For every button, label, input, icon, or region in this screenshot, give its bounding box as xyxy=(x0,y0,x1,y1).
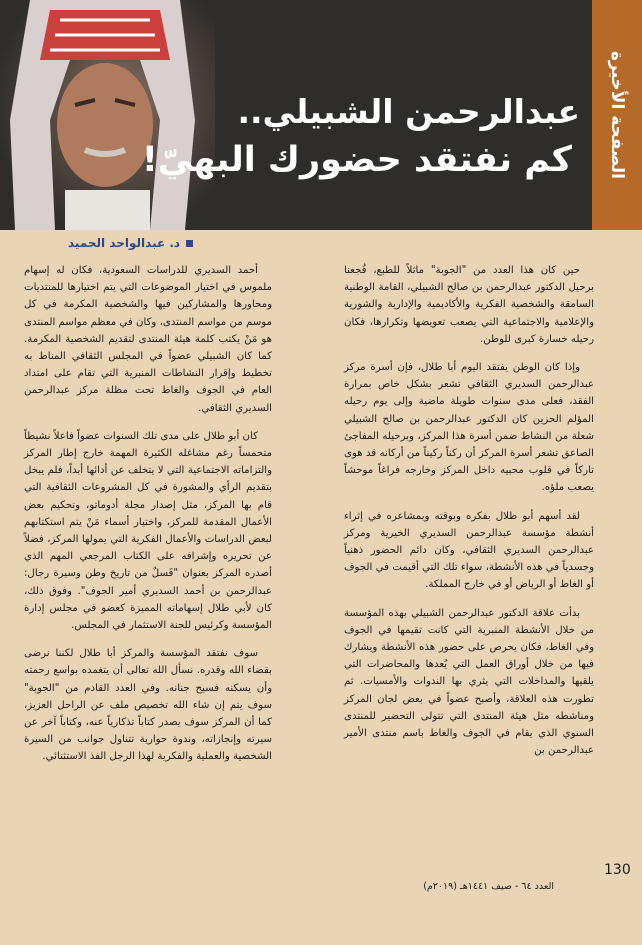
article-title-line-1: عبدالرحمن الشبيلي.. xyxy=(237,92,580,131)
page-number: 130 xyxy=(604,862,631,878)
paragraph: لقد أسهم أبو طلال بفكره وبوقته وبمشاعره في إثراء أنشطة مؤسسة عبدالرحمن السديري الخيرية ومركز عبدالرحمن السديري الثقافي، وكان دائم الحضور ذهنياً وجسدياً في هذه الأنشطة، سواء تلك التي أقيمت في الجوف أو الغاط أو الرياض أو في خارج المملكة. xyxy=(344,510,594,591)
issue-footer: العدد ٦٤ - صيف ١٤٤١هـ (٢٠١٩م) xyxy=(423,881,554,892)
section-tab xyxy=(592,0,642,230)
paragraph: أحمد السديري للدراسات السعودية، فكان له إسهام ملموس في اختيار الموضوعات التي يتم اختيارها للمنتديات ومحاورها والمشاركين فيها والشخصية المكرمة في كل موسم من مواسم المنتدى، وكان في معظم مواسم المنتدى هو مَنْ يكتب كلمة هيئة المنتدى لتقديم الشخصية المكرمة. كما كان الشبيلي عضواً في المجلس الثقافي المناط به تخطيط وإقرار النشاطات المنبرية التي تقام على امتداد العام في الجوف والغاط تحت مظلة مركز عبدالرحمن السديري الثقافي. xyxy=(24,265,272,414)
square-bullet-icon xyxy=(186,240,193,247)
article-column-left xyxy=(24,262,272,777)
author-byline xyxy=(68,236,193,250)
paragraph: بدأت علاقة الدكتور عبدالرحمن الشبيلي بهذه المؤسسة من خلال الأنشطة المنبرية التي كانت تقيمها في الجوف وفي الغاط، فكان يحرص على حضور هذه الأنشطة ويشارك فيها من خلال أوراق العمل التي يُعدها والمحاضرات التي يلقيها والمداخلات التي يثري بها الندوات والأمسيات. ثم تطورت هذه العلاقة، وأصبح عضواً في بعض لجان المركز ومناشطه مثل هيئة المنتدى التي تتولى التحضير للمنتدى السنوي الذي يقام في الجوف والغاط باسم منتدى الأمير عبدالرحمن بن xyxy=(344,607,594,757)
article-column-right xyxy=(344,262,594,770)
paragraph: وإذا كان الوطن يفتقد اليوم أبا طلال، فإن أسرة مركز عبدالرحمن السديري الثقافي تشعر بشكل خاص بمرارة الفقد، فعلى مدى سنوات طويلة ماضية وإلى يوم رحيله المؤلم الحزين كان الدكتور عبدالرحمن بن صالح الشبيلي شعلة من النشاط ضمن أسرة هذا المركز، وبرحيله المفاجئ الصاعق تشعر أسرة المركز أن ركناً ركيناً من أركانه قد هوى تاركاً في قلوب محبيه داخل المركز وخارجه فراغاً موحشاً يصعب ملؤه. xyxy=(344,362,594,494)
paragraph: سوف نفتقد المؤسسة والمركز أبا طلال لكننا نرضى بقضاء الله وقدره. نسأل الله تعالى أن يتغمده بواسع رحمته وأن يسكنه فسيح جنانه. وفي العدد القادم من "الجوبة" سوف يتم إن شاء الله تخصيص ملف عن الراحل العزيز، كما أن المركز سوف يصدر كتاباً تذكارياً عنه، وكتاباً آخر عن سيرته وإنجازاته، وندوة حوارية تتناول جوانب من السيرة الشخصية والعملية والفكرية لهذا الرجل الفذ الاستثنائي. xyxy=(24,648,272,763)
section-tab-label: الصفحة الأخيرة xyxy=(607,51,627,179)
paragraph: كان أبو طلال على مدى تلك السنوات عضواً فاعلاً نشيطاً متحمساً رغم مشاغله الكثيرة المهمة خارج إطار المركز والتزاماته الاجتماعية التي لا يتخلف عن أدائها أبداً، فلم يبخل بتقديم الرأي والمشورة في كل المشروعات الثقافية التي قام بها المركز، مثل إصدار مجلة أدوماتو، وتحكيم بعض الأعمال المقدمة للمركز، واختيار أسماء مَنْ يتم استكتابهم لبعض الدراسات والأعمال الفكرية التي يمولها المركز، فضلاً عن تحريره وإشرافه على الكتاب المرجعي المهم الذي أصدره المركز بعنوان "فَسلٌ من تاريخ وطن وسيرة رجال: عبدالرحمن بن أحمد السديري أمير الجوف". وفوق ذلك، كان لأبي طلال إسهاماته المميزة كعضو في مجلس إدارة المؤسسة وكرئيس للجنة الاستثمار في المجلس. xyxy=(24,430,272,632)
author-portrait-photo xyxy=(0,0,215,230)
portrait-illustration xyxy=(10,0,200,230)
article-title-line-2: كم نفتقد حضورك البهيّ! xyxy=(141,140,572,180)
paragraph: حين كان هذا العدد من "الجوبة" ماثلاً للطبع، فُجعنا برحيل الدكتور عبدالرحمن بن صالح الشبيلي، القامة الوطنية السامقة والشخصية الفكرية والأكاديمية والإدارية والشورية والإعلامية والاجتماعية التي يصعب تعويضها وتكرارها، فكان رحيله خسارة كبرى للوطن. xyxy=(344,265,594,345)
author-name: د. عبدالواحد الحميد xyxy=(68,236,181,250)
header-banner xyxy=(0,0,642,230)
